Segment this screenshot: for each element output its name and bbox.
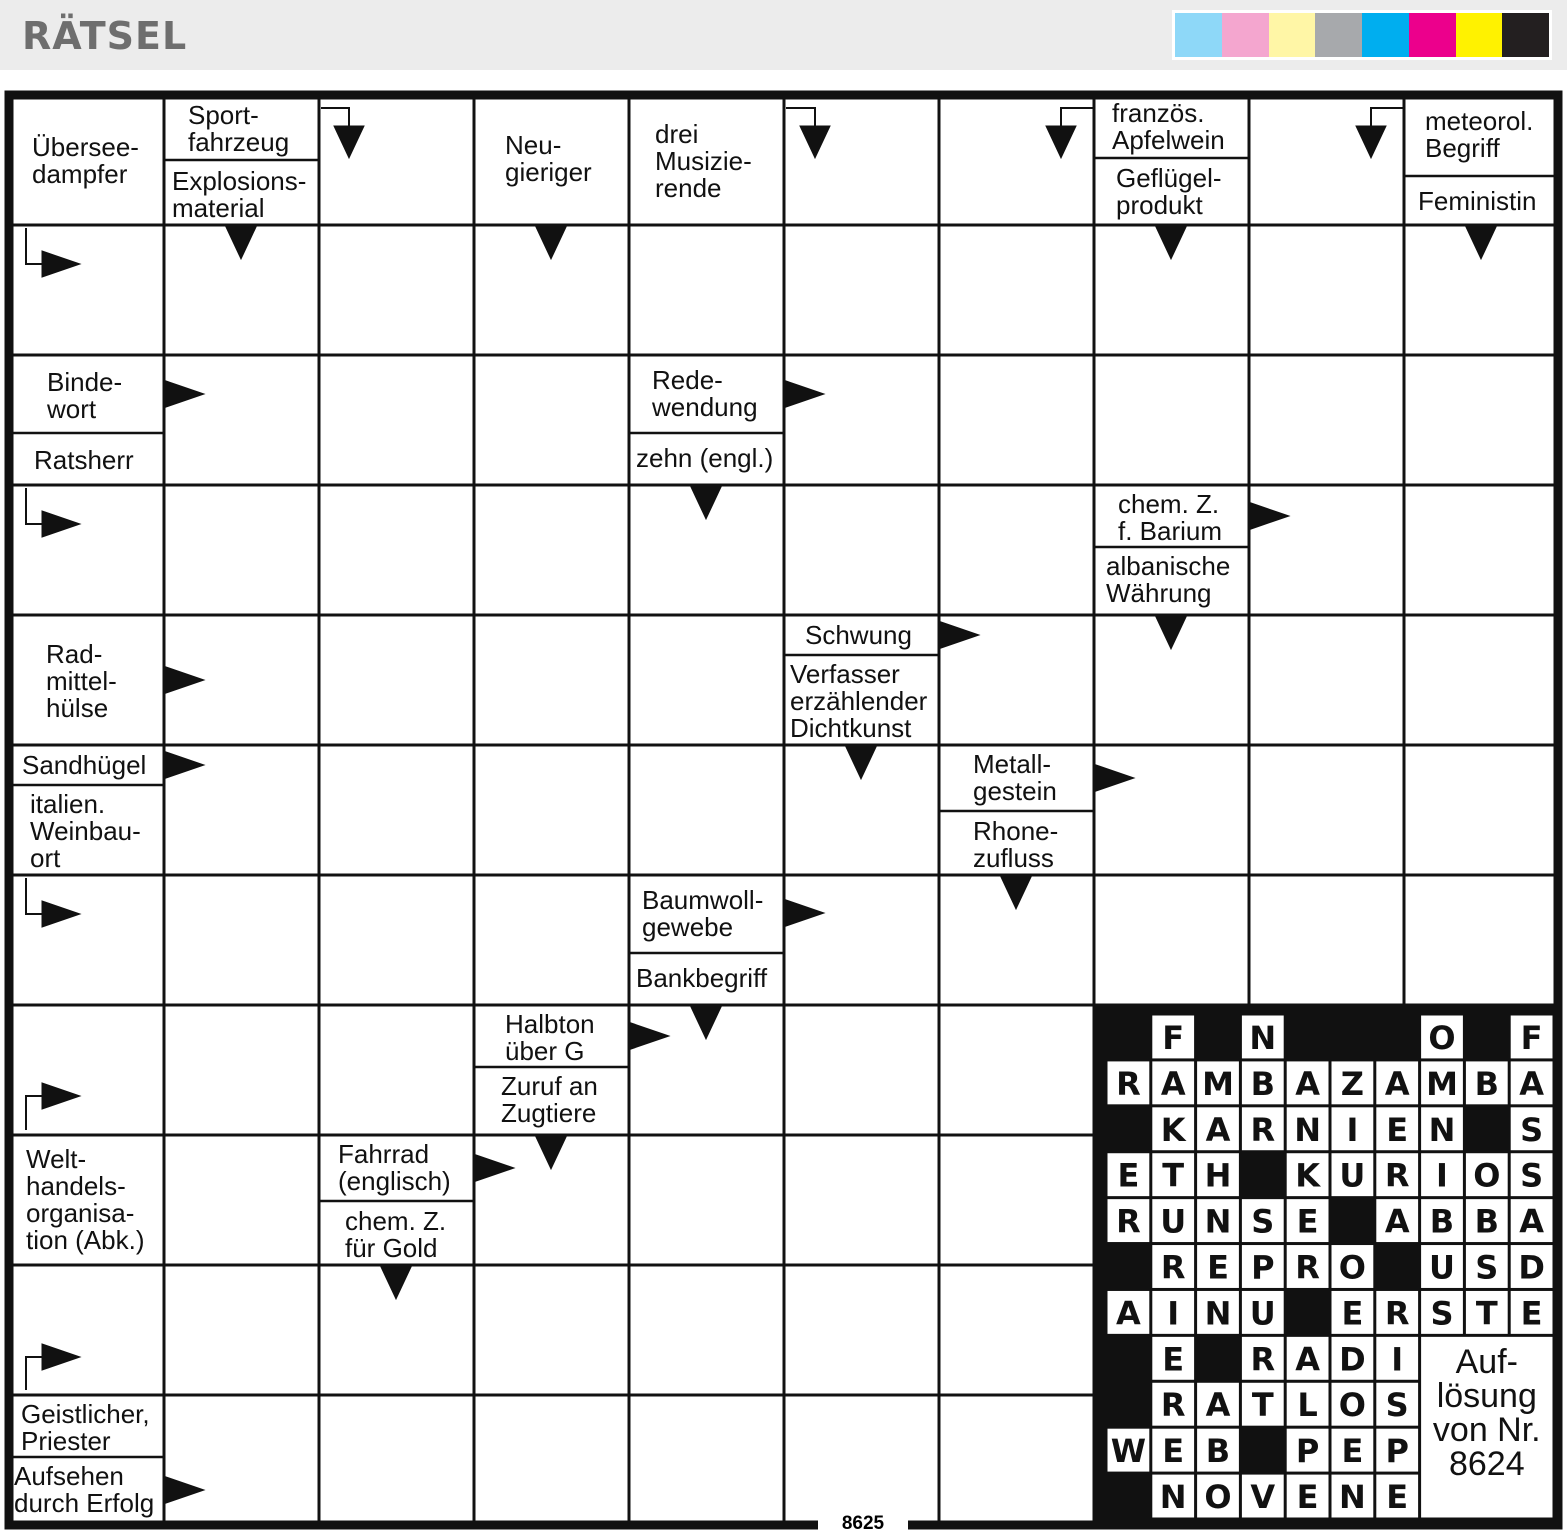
solution-letter: R — [1250, 1340, 1276, 1379]
solution-letter: I — [1346, 1110, 1359, 1149]
solution-letter: U — [1160, 1202, 1187, 1241]
solution-letter: F — [1162, 1018, 1185, 1057]
solution-letter: F — [1520, 1018, 1543, 1057]
clue-text: albanische Währung — [1106, 551, 1231, 608]
solution-letter: S — [1475, 1248, 1499, 1287]
bent-right-arrow — [26, 1083, 80, 1130]
solution-letter: K — [1160, 1110, 1186, 1149]
bent-down-arrow — [1046, 108, 1094, 158]
down-arrow — [536, 1137, 566, 1169]
solution-letter: R — [1250, 1110, 1276, 1149]
clue-text: Aufsehen durch Erfolg — [14, 1461, 155, 1518]
clue-text: Geistlicher, Priester — [21, 1399, 150, 1456]
clue-text: Rede- wendung — [652, 365, 758, 422]
solution-letter: U — [1249, 1294, 1276, 1333]
clue-text: Welt- handels- organisa- tion (Abk.) — [26, 1144, 145, 1255]
solution-letter: A — [1384, 1064, 1410, 1103]
solution-letter: O — [1204, 1478, 1232, 1517]
down-arrow — [381, 1267, 411, 1299]
clue-text: Ratsherr — [34, 445, 134, 475]
solution-letter: N — [1204, 1294, 1232, 1333]
solution-letter: M — [1202, 1064, 1234, 1103]
clue-text: italien. Weinbau- ort — [30, 789, 141, 873]
solution-letter: E — [1341, 1294, 1364, 1333]
solution-letter: I — [1167, 1294, 1180, 1333]
clue-text: Zuruf an Zugtiere — [501, 1071, 598, 1128]
solution-letter: A — [1295, 1340, 1320, 1379]
right-arrow — [941, 622, 979, 648]
clue-text: Schwung — [805, 620, 912, 650]
clue-text: Neu- gieriger — [505, 130, 592, 187]
solution-letter: B — [1474, 1064, 1499, 1103]
solution-letter: R — [1384, 1156, 1410, 1195]
solution-letter: O — [1428, 1018, 1456, 1057]
solution-letter: P — [1251, 1248, 1275, 1287]
clue-text: Sport- fahrzeug — [188, 100, 290, 157]
solution-letter: A — [1519, 1064, 1544, 1103]
solution-letter: D — [1339, 1340, 1366, 1379]
clue-text: französ. Apfelwein — [1112, 98, 1225, 155]
down-arrow — [226, 227, 256, 259]
solution-letter: W — [1110, 1432, 1147, 1471]
solution-letter: A — [1384, 1202, 1410, 1241]
page-title: RÄTSEL — [22, 14, 188, 58]
puzzle-number: 8625 — [818, 1512, 908, 1534]
solution-letter: R — [1116, 1202, 1141, 1241]
solution-letter: E — [1341, 1432, 1364, 1471]
solution-letter: N — [1204, 1202, 1232, 1241]
solution-letter: R — [1160, 1248, 1186, 1287]
solution-letter: E — [1207, 1248, 1229, 1287]
solution-letter: E — [1296, 1202, 1319, 1241]
solution-letter: U — [1429, 1248, 1455, 1287]
solution-letter: O — [1473, 1156, 1501, 1195]
solution-letter: B — [1474, 1202, 1499, 1241]
clue-text: drei Musizie- rende — [655, 119, 752, 203]
solution-letter: N — [1339, 1478, 1366, 1517]
right-arrow — [166, 381, 204, 407]
bent-down-arrow — [786, 108, 830, 158]
solution-letter: I — [1436, 1156, 1448, 1195]
solution-letter: B — [1429, 1202, 1455, 1241]
solution-letter: E — [1117, 1156, 1140, 1195]
clue-text: meteorol. Begriff — [1425, 106, 1534, 163]
right-arrow — [1096, 765, 1134, 791]
right-arrow — [476, 1155, 514, 1181]
solution-letter: O — [1338, 1248, 1367, 1287]
clue-text: zehn (engl.) — [636, 443, 774, 473]
clue-text: Sandhügel — [22, 750, 147, 780]
solution-letter: R — [1295, 1248, 1320, 1287]
right-arrow — [631, 1023, 669, 1049]
clue-text: Fahrrad (englisch) — [338, 1139, 451, 1196]
down-arrow — [691, 487, 721, 519]
solution-letter: T — [1251, 1386, 1274, 1425]
bent-down-arrow — [1356, 108, 1404, 158]
solution-letter: N — [1428, 1110, 1456, 1149]
clue-text: Halbton über G — [505, 1009, 595, 1066]
clue-text: Explosions- material — [172, 166, 307, 223]
bent-right-arrow — [26, 1344, 80, 1390]
clue-text: Bankbegriff — [636, 963, 768, 993]
solution-letter: T — [1475, 1294, 1498, 1333]
down-arrow — [1156, 617, 1186, 649]
solution-letter: E — [1520, 1294, 1543, 1333]
down-arrow — [536, 227, 566, 259]
solution-letter: T — [1162, 1156, 1185, 1195]
clue-text: Binde- wort — [47, 367, 123, 424]
solution-letter: H — [1204, 1156, 1232, 1195]
solution-letter: P — [1295, 1432, 1320, 1471]
solution-letter: L — [1297, 1386, 1318, 1425]
solution-letter: A — [1519, 1202, 1544, 1241]
solution-letter: A — [1205, 1110, 1231, 1149]
clue-text: Verfasser erzählender Dichtkunst — [790, 659, 928, 743]
right-arrow — [1251, 503, 1289, 529]
right-arrow — [166, 667, 204, 693]
clue-text: Geflügel- produkt — [1116, 163, 1222, 220]
clue-text: Feministin — [1418, 186, 1537, 216]
clue-text: chem. Z. f. Barium — [1118, 489, 1223, 546]
solution-letter: E — [1296, 1478, 1319, 1517]
solution-letter: A — [1205, 1386, 1231, 1425]
solution-letter: B — [1250, 1064, 1275, 1103]
solution-letter: I — [1391, 1340, 1404, 1379]
solution-letter: N — [1249, 1018, 1277, 1057]
solution-letter: A — [1295, 1064, 1320, 1103]
solution-letter: O — [1338, 1386, 1367, 1425]
solution-letter: N — [1159, 1478, 1187, 1517]
solution-letter: A — [1116, 1294, 1141, 1333]
bent-down-arrow — [321, 108, 364, 158]
right-arrow — [786, 381, 824, 407]
down-arrow — [691, 1007, 721, 1039]
solution-letter: Z — [1340, 1064, 1365, 1103]
right-arrow — [166, 752, 204, 778]
solution-letter: R — [1160, 1386, 1186, 1425]
solution-letter: N — [1294, 1110, 1321, 1149]
bent-right-arrow — [26, 878, 80, 927]
clue-text: Metall- gestein — [973, 749, 1057, 806]
down-arrow — [1156, 227, 1186, 259]
clue-text: Übersee- dampfer — [32, 132, 139, 189]
solution-letter: S — [1520, 1110, 1544, 1149]
clue-text: Rhone- zufluss — [973, 816, 1059, 873]
solution-letter: R — [1384, 1294, 1410, 1333]
bent-right-arrow — [26, 228, 80, 277]
solution-letter: E — [1162, 1340, 1185, 1379]
right-arrow — [786, 900, 824, 926]
solution-letter: S — [1385, 1386, 1409, 1425]
solution-letter: E — [1386, 1110, 1409, 1149]
solution-letter: A — [1160, 1064, 1186, 1103]
clue-text: Baumwoll- gewebe — [642, 885, 764, 942]
solution-letter: S — [1430, 1294, 1454, 1333]
solution-caption: Auf- lösung von Nr. 8624 — [1432, 1343, 1541, 1484]
solution-letter: E — [1162, 1432, 1185, 1471]
solution-letter: R — [1116, 1064, 1141, 1103]
down-arrow — [846, 747, 876, 779]
solution-letter: V — [1250, 1478, 1276, 1517]
solution-letter: S — [1520, 1156, 1544, 1195]
down-arrow — [1466, 227, 1496, 259]
bent-right-arrow — [26, 488, 80, 537]
right-arrow — [166, 1477, 204, 1503]
down-arrow — [1001, 877, 1031, 909]
clue-text: chem. Z. für Gold — [345, 1206, 447, 1263]
solution-letter: S — [1251, 1202, 1275, 1241]
solution-letter: M — [1426, 1064, 1458, 1103]
solution-letter: E — [1386, 1478, 1409, 1517]
solution-letter: B — [1205, 1432, 1231, 1471]
clue-text: Rad- mittel- hülse — [46, 639, 117, 723]
solution-letter: U — [1339, 1156, 1366, 1195]
solution-letter: K — [1295, 1156, 1320, 1195]
solution-letter: D — [1518, 1248, 1545, 1287]
solution-letter: P — [1385, 1432, 1409, 1471]
